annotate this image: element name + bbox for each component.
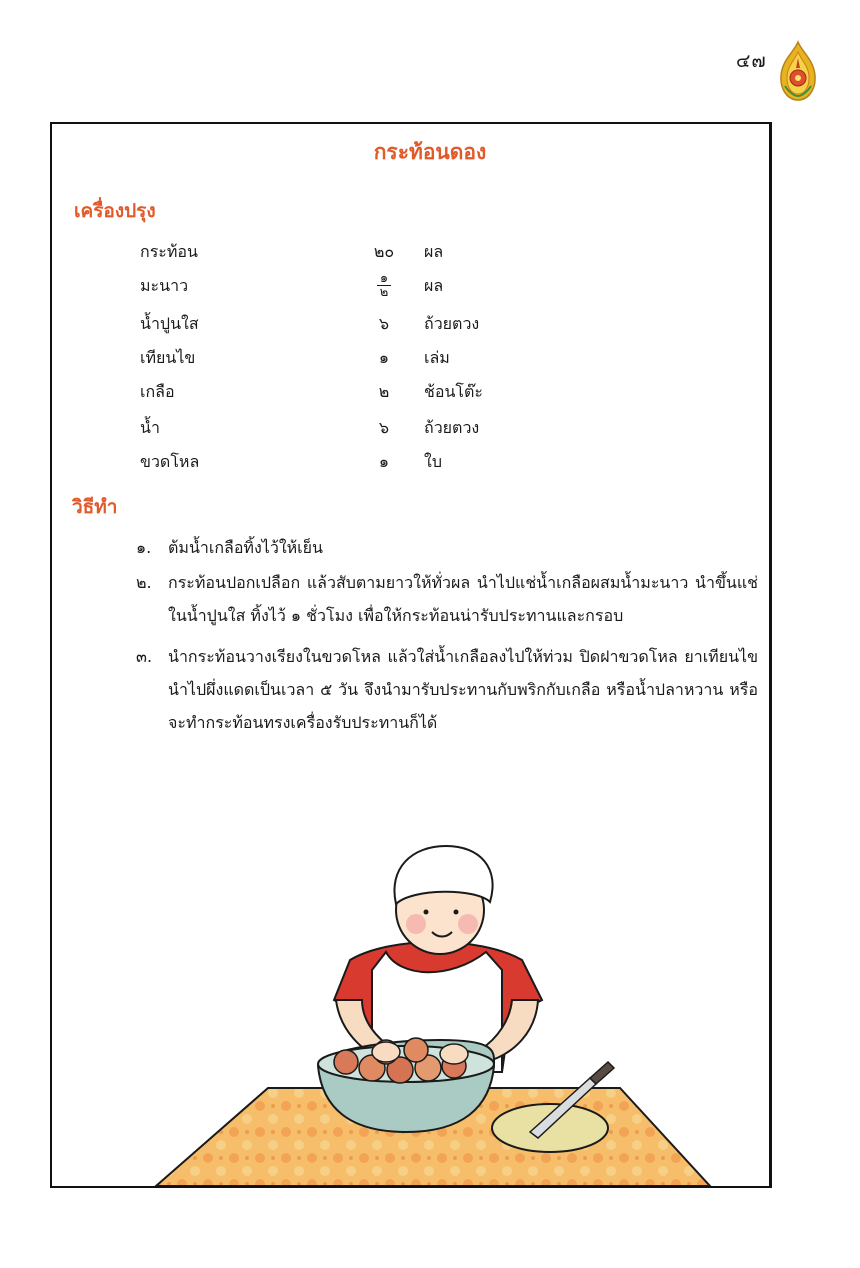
ingredients-heading: เครื่องปรุง bbox=[74, 200, 156, 222]
ingredient-unit: ถ้วยตวง bbox=[424, 418, 480, 437]
ingredient-qty: ๒๐ bbox=[373, 242, 395, 261]
ingredient-unit: ช้อนโต๊ะ bbox=[424, 382, 483, 401]
ingredient-name: ขวดโหล bbox=[140, 452, 200, 471]
step-number: ๒. bbox=[136, 573, 152, 592]
step-number: ๑. bbox=[136, 538, 152, 557]
ingredient-unit: ผล bbox=[424, 242, 444, 261]
ingredient-unit: เล่ม bbox=[424, 348, 450, 367]
ingredient-qty: ๑ bbox=[378, 348, 390, 367]
ingredient-name: เกลือ bbox=[140, 382, 175, 401]
ingredient-unit: ผล bbox=[424, 276, 444, 295]
ingredient-qty: ๑ bbox=[378, 452, 390, 471]
step-text: นำกระท้อนวางเรียงในขวดโหล แล้วใส่น้ำเกลือลงไปให้ท่วม ปิดฝาขวดโหล ยาเทียนไข นำไปผึ่งแดดเป็นเวลา ๕ วัน จึงนำมารับประทานกับพริกกับเกลือ หรือน้ำปลาหวาน หรือจะทำกระท้อนทรงเครื่องรับประทานก็ได้ bbox=[168, 647, 758, 732]
step-number: ๓. bbox=[136, 647, 153, 666]
ingredient-name: มะนาว bbox=[140, 276, 189, 295]
ingredient-unit: ถ้วยตวง bbox=[424, 314, 480, 333]
ingredient-name: เทียนไข bbox=[140, 348, 196, 367]
ingredient-qty: ๒ bbox=[378, 382, 390, 401]
ingredient-qty bbox=[364, 272, 404, 300]
ingredient-name: น้ำ bbox=[140, 418, 160, 437]
ingredient-name: น้ำปูนใส bbox=[140, 314, 199, 333]
cutting-board bbox=[492, 1104, 608, 1152]
method-heading: วิธีทำ bbox=[72, 496, 118, 518]
fraction-numerator: ๑ bbox=[377, 272, 391, 286]
page-number: ๔๗ bbox=[736, 50, 767, 72]
cook-illustration bbox=[150, 840, 720, 1186]
ingredient-qty: ๖ bbox=[378, 314, 390, 333]
step-text: กระท้อนปอกเปลือก แล้วสับตามยาวให้ทั่วผล นำไปแช่น้ำเกลือผสมน้ำมะนาว นำขึ้นแช่ในน้ำปูนใส ทิ้งไว้ ๑ ชั่วโมง เพื่อให้กระท้อนน่ารับประทานและกรอบ bbox=[168, 573, 758, 625]
recipe-title: กระท้อนดอง bbox=[373, 140, 487, 164]
ingredient-name: กระท้อน bbox=[140, 242, 198, 261]
step-text: ต้มน้ำเกลือทิ้งไว้ให้เย็น bbox=[168, 538, 323, 557]
ingredient-qty: ๖ bbox=[378, 418, 390, 437]
emblem-icon bbox=[776, 40, 820, 102]
fraction bbox=[377, 272, 391, 299]
ingredient-unit: ใบ bbox=[424, 452, 442, 471]
fraction-denominator: ๒ bbox=[379, 285, 389, 300]
